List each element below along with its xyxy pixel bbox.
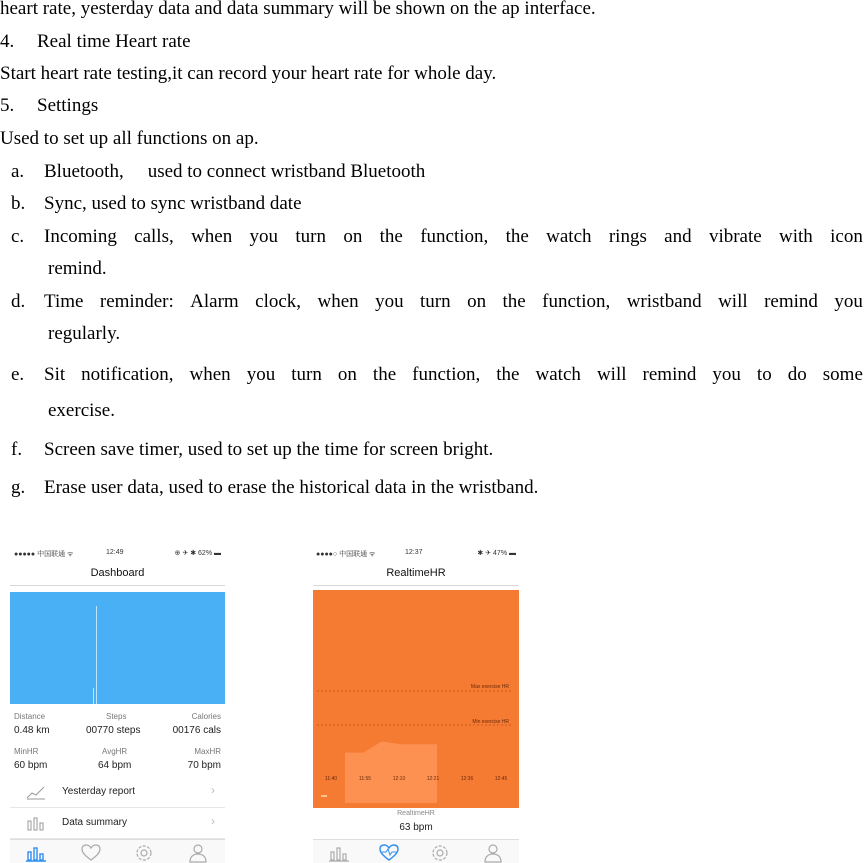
word: when bbox=[317, 291, 359, 312]
word: the bbox=[502, 291, 526, 312]
realtimehr-screenshot bbox=[313, 545, 519, 863]
x-tick-label: 11:55 bbox=[358, 776, 372, 782]
word: remind bbox=[764, 291, 818, 312]
word: you bbox=[834, 291, 863, 312]
stat-calories-value: 00176 cals bbox=[172, 725, 221, 736]
stat-avghr-value: 64 bpm bbox=[98, 760, 132, 771]
word: watch bbox=[546, 226, 592, 247]
tab-bar bbox=[313, 839, 519, 863]
x-tick-label: 12:21 bbox=[426, 776, 440, 782]
x-tick-label: 12:10 bbox=[392, 776, 406, 782]
word: notification, bbox=[81, 364, 174, 385]
tab-profile-icon[interactable] bbox=[187, 843, 209, 863]
word: to bbox=[756, 364, 772, 385]
word: the bbox=[496, 364, 520, 385]
list-item-e-cont: exercise. bbox=[48, 400, 115, 421]
list-item-c-letter: c. bbox=[11, 226, 25, 247]
chevron-right-icon: › bbox=[211, 814, 215, 828]
footer-value: 63 bpm bbox=[399, 822, 433, 833]
list-item-d-letter: d. bbox=[11, 291, 26, 312]
stat-maxhr-value: 70 bpm bbox=[187, 760, 221, 771]
word: on bbox=[343, 226, 363, 247]
word: and bbox=[664, 226, 692, 247]
list-item-d-text bbox=[44, 290, 863, 314]
word: when bbox=[191, 226, 233, 247]
section-5-number: 5. bbox=[0, 95, 15, 116]
dashboard-screenshot bbox=[10, 545, 225, 863]
activity-spike bbox=[96, 606, 97, 704]
status-bar bbox=[10, 545, 225, 561]
word: turn bbox=[291, 364, 322, 385]
x-tick-label: 11:40 bbox=[324, 776, 338, 782]
word: when bbox=[189, 364, 231, 385]
clock-text: 12:37 bbox=[405, 549, 423, 556]
word: you bbox=[246, 364, 276, 385]
word: Time bbox=[44, 291, 84, 312]
word: function, bbox=[420, 226, 489, 247]
word: icon bbox=[830, 226, 863, 247]
tab-heart-icon[interactable] bbox=[80, 843, 102, 863]
word: wristband bbox=[626, 291, 702, 312]
word: the bbox=[505, 226, 529, 247]
battery-indicator: ⊕ ✈ ✱ 62% ▬ bbox=[174, 550, 221, 557]
word: rings bbox=[608, 226, 647, 247]
carrier-text: ●●●●● 中国联通 ᯤ bbox=[14, 551, 74, 558]
word: clock, bbox=[255, 291, 302, 312]
word: function, bbox=[542, 291, 611, 312]
footer-label: RealtimeHR bbox=[397, 810, 435, 817]
menu-data-summary[interactable] bbox=[10, 808, 225, 839]
section-5-text: Used to set up all functions on ap. bbox=[0, 128, 259, 149]
nav-title: Dashboard bbox=[10, 561, 225, 586]
word: on bbox=[337, 364, 357, 385]
activity-spike-small bbox=[93, 688, 94, 704]
stat-steps-label: Steps bbox=[106, 712, 127, 721]
clock-text: 12:49 bbox=[106, 549, 124, 556]
tab-dashboard-icon[interactable] bbox=[25, 843, 47, 863]
x-tick-label: 12:36 bbox=[460, 776, 474, 782]
list-item-a: a. Bluetooth, used to connect wristband Bluetooth bbox=[11, 161, 426, 182]
list-item-e-text bbox=[44, 363, 863, 387]
chevron-right-icon: › bbox=[211, 783, 215, 797]
stat-minhr-value: 60 bpm bbox=[14, 760, 48, 771]
status-bar bbox=[313, 545, 519, 561]
section-4-title: Real time Heart rate bbox=[37, 31, 191, 52]
tab-settings-icon[interactable] bbox=[133, 843, 155, 863]
realtime-hr-chart bbox=[313, 590, 519, 808]
word: will bbox=[718, 291, 748, 312]
word: reminder: bbox=[99, 291, 174, 312]
tab-heart-icon[interactable] bbox=[378, 843, 400, 863]
word: on bbox=[467, 291, 487, 312]
tab-settings-icon[interactable] bbox=[429, 843, 451, 863]
stat-maxhr-label: MaxHR bbox=[194, 747, 221, 756]
menu-label: Yesterday report bbox=[62, 786, 136, 797]
tab-profile-icon[interactable] bbox=[482, 843, 504, 863]
line-chart-icon bbox=[26, 784, 46, 800]
word: the bbox=[379, 226, 403, 247]
word: the bbox=[372, 364, 397, 385]
word: remind bbox=[642, 364, 697, 385]
max-exercise-label: Max exercise HR bbox=[470, 684, 509, 690]
legend-mark bbox=[321, 795, 327, 797]
word: Incoming bbox=[44, 226, 117, 247]
nav-title: RealtimeHR bbox=[313, 561, 519, 586]
section-4-heading bbox=[0, 30, 191, 54]
stat-distance-label: Distance bbox=[14, 712, 46, 721]
word: vibrate bbox=[708, 226, 762, 247]
stat-steps-value: 00770 steps bbox=[86, 725, 141, 736]
section-5-title: Settings bbox=[37, 95, 99, 116]
tab-dashboard-icon[interactable] bbox=[328, 843, 350, 863]
section-4-number: 4. bbox=[0, 31, 15, 52]
menu-yesterday-report[interactable] bbox=[10, 777, 225, 808]
activity-chart bbox=[10, 592, 225, 704]
word: you bbox=[712, 364, 741, 385]
list-item-c-cont: remind. bbox=[48, 258, 107, 279]
min-exercise-label: Min exercise HR bbox=[472, 719, 509, 725]
list-item-c-text bbox=[44, 225, 863, 249]
list-item-g: g. Erase user data, used to erase the historical data in the wristband. bbox=[11, 477, 539, 498]
word: watch bbox=[535, 364, 581, 385]
x-tick-label: 12:45 bbox=[494, 776, 508, 782]
intro-line: heart rate, yesterday data and data summary will be shown on the ap interface. bbox=[0, 0, 596, 19]
battery-indicator: ✱ ✈ 47% ▬ bbox=[477, 550, 516, 557]
word: turn bbox=[295, 226, 326, 247]
word: with bbox=[779, 226, 813, 247]
section-5-heading bbox=[0, 94, 98, 118]
list-item-b: b. Sync, used to sync wristband date bbox=[11, 193, 302, 214]
word: will bbox=[596, 364, 627, 385]
stat-calories-label: Calories bbox=[191, 712, 221, 721]
word: you bbox=[249, 226, 279, 247]
word: function, bbox=[412, 364, 481, 385]
word: turn bbox=[420, 291, 451, 312]
word: some bbox=[822, 364, 863, 385]
carrier-text: ●●●●○ 中国联通 ᯤ bbox=[316, 551, 376, 558]
word: do bbox=[787, 364, 807, 385]
list-item-e-letter: e. bbox=[11, 364, 25, 385]
word: Sit bbox=[44, 364, 66, 385]
stat-minhr-label: MinHR bbox=[14, 747, 39, 756]
list-item-f: f. Screen save timer, used to set up the time for screen bright. bbox=[11, 439, 494, 460]
section-4-text: Start heart rate testing,it can record your heart rate for whole day. bbox=[0, 63, 497, 84]
menu-label: Data summary bbox=[62, 817, 128, 828]
tab-bar bbox=[10, 839, 225, 863]
word: calls, bbox=[134, 226, 174, 247]
word: you bbox=[375, 291, 404, 312]
list-item-d-cont: regularly. bbox=[48, 323, 121, 344]
word: Alarm bbox=[190, 291, 239, 312]
stat-avghr-label: AvgHR bbox=[102, 747, 128, 756]
bar-chart-icon bbox=[26, 815, 46, 831]
stat-distance-value: 0.48 km bbox=[14, 725, 50, 736]
